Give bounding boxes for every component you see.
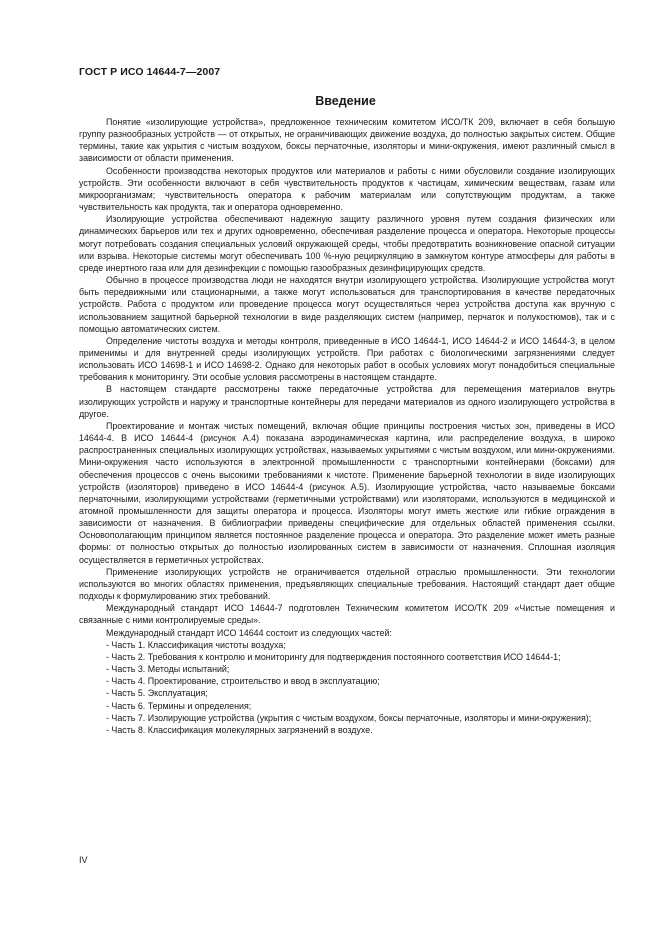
paragraph: Международный стандарт ИСО 14644-7 подготовлен Техническим комитетом ИСО/ТК 209 «Чистые помещения и связанные с ними контролируемые среды».	[79, 603, 615, 626]
paragraph: Особенности производства некоторых продуктов или материалов и работы с ними обусловили создание изолирующих устройств. Эти особенности включают в себя чувствительность продуктов к частицам, химическим веществам, газам или микроорганизмам; чувствительность оператора к рабочим материалам или сопутствующим продуктам, а также чувствительность как продукта, так и оператора одновременно.	[79, 165, 615, 213]
paragraph: Обычно в процессе производства люди не находятся внутри изолирующего устройства. Изолирующие устройства могут быть передвижными или стационарными, а также могут использоваться для транспортирования в качестве передаточных устройств. Работа с продуктом или проведение процесса могут осуществляться через устройства доступа как вручную с использованием защитной барьерной технологии в виде разделяющих систем (например, перчаток и полукостюмов), так и с помощью автоматических систем.	[79, 275, 615, 334]
introduction-body	[79, 116, 615, 736]
paragraph: Понятие «изолирующие устройства», предложенное техническим комитетом ИСО/ТК 209, включает в себя большую группу разнообразных устройств — от открытых, не ограничивающих движение воздуха, до полностью закрытых систем. Общие термины, такие как укрытия с чистым воздухом, боксы перчаточные, изоляторы и мини-окружения, имеют различный смысл в зависимости от области применения.	[79, 117, 615, 164]
paragraph: Применение изолирующих устройств не ограничивается отдельной отраслью промышленности. Эти технологии используются во многих областях применения, предъявляющих специальные требования. Настоящий стандарт дает общие подходы к формулированию этих требований.	[79, 566, 615, 602]
paragraph: Международный стандарт ИСО 14644 состоит из следующих частей:	[106, 627, 392, 638]
document-header-code: ГОСТ Р ИСО 14644-7—2007	[79, 66, 221, 78]
parts-list-item: - Часть 1. Классификация чистоты воздуха;	[106, 639, 286, 650]
paragraph: Проектирование и монтаж чистых помещений, включая общие принципы построения чистых зон, приведены в ИСО 14644-4. В ИСО 14644-4 (рисунок А.4) показана аэродинамическая картина, или распределение воздуха, в широко распространенных специальных изолирующих устройствах, называемых укрытиями с чистым воздухом, или мини-окружениями. Мини-окружения часто используются в электронной промышленности с транспортными контейнерами (боксами) для обеспечения процессов с очень высокими требованиями к чистоте. Применение барьерной технологии в виде изолирующих устройств (изоляторов) приведено в ИСО 14644-4 (рисунок А.5). Изолирующие устройства, часто называемые боксами перчаточными, изолирующими устройствами (герметичными устройствами) или изоляторами, используются в медицинской и атомной промышленности для защиты оператора и процесса. Изоляторы могут иметь жесткие или гибкие ограждения в зависимости от назначения. В библиографии приведены специфические для отдельных областей применения ссылки. Основополагающим принципом является постоянное разделение процесса и оператора. Это разделение может иметь разные формы: от полностью открытых до полностью изолированных систем в зависимости от назначения. Сплошная изоляция осуществляется в герметичных устройствах.	[79, 420, 615, 565]
parts-list-item: - Часть 2. Требования к контролю и мониторингу для подтверждения постоянного соответствия ИСО 14644-1;	[106, 651, 561, 662]
section-title: Введение	[315, 94, 376, 108]
parts-list-item: - Часть 5. Эксплуатация;	[106, 688, 208, 699]
parts-list-item: - Часть 3. Методы испытаний;	[106, 664, 230, 675]
paragraph: Изолирующие устройства обеспечивают надежную защиту различного уровня путем создания физических или динамических барьеров или тех и других одновременно, обеспечивая разделение процесса и оператора. Некоторые процессы могут потребовать создания специальных условий окружающей среды, чтобы предотвратить возникновение опасной ситуации или взрыва. Некоторые системы могут обеспечивать 100 %-ную рециркуляцию в замкнутом контуре атмосферы для работы в среде инертного газа или для дезинфекции с помощью газообразных дезинфицирующих средств.	[79, 214, 615, 273]
parts-list-item: - Часть 8. Классификация молекулярных загрязнений в воздухе.	[106, 724, 373, 735]
paragraph: Определение чистоты воздуха и методы контроля, приведенные в ИСО 14644-1, ИСО 14644-2 и ИСО 14644-3, в целом применимы и для внутренней среды изолирующих устройств. При работах с биологическими загрязнениями следует использовать ИСО 14698-1 и ИСО 14698-2. Однако для некоторых работ в особых условиях могут понадобиться специальные требования к мониторингу. Эти особые условия рассмотрены в настоящем стандарте.	[79, 335, 615, 383]
paragraph: В настоящем стандарте рассмотрены также передаточные устройства для перемещения материалов внутрь изолирующих устройств и наружу и транспортные контейнеры для передачи материалов из одного изолирующего устройства в другое.	[79, 384, 615, 419]
parts-list-item: - Часть 7. Изолирующие устройства (укрытия с чистым воздухом, боксы перчаточные, изоляторы и мини-окружения);	[106, 712, 592, 723]
page-number: IV	[79, 855, 88, 865]
parts-list-item: - Часть 4. Проектирование, строительство и ввод в эксплуатацию;	[106, 676, 380, 687]
parts-list-item: - Часть 6. Термины и определения;	[106, 700, 252, 711]
